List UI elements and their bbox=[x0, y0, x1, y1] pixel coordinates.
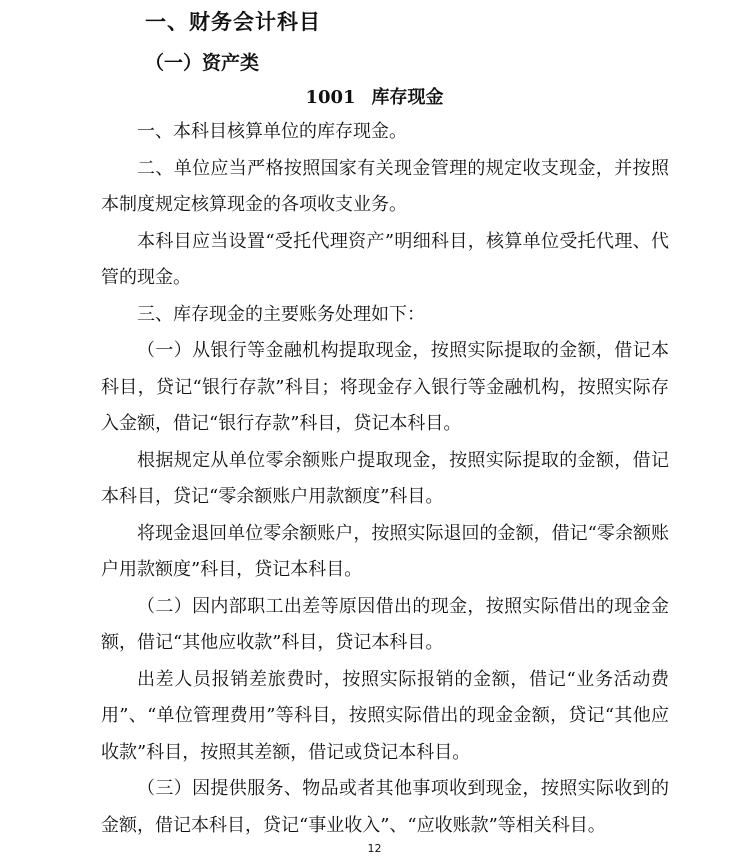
document-body bbox=[101, 114, 669, 844]
page-number: 12 bbox=[367, 842, 382, 855]
paragraph: 二、单位应当严格按照国家有关现金管理的规定收支现金，并按照本制度规定核算现金的各项收支业务。 bbox=[101, 157, 669, 215]
paragraph: 三、库存现金的主要账务处理如下： bbox=[137, 303, 425, 325]
paragraph: 将现金退回单位零余额账户，按照实际退回的金额，借记“零余额账户用款额度”科目，贷记本科目。 bbox=[101, 522, 669, 580]
paragraph: （二）因内部职工出差等原因借出的现金，按照实际借出的现金金额，借记“其他应收款”科目，贷记本科目。 bbox=[101, 595, 669, 653]
paragraph: （三）因提供服务、物品或者其他事项收到现金，按照实际收到的金额，借记本科目，贷记“事业收入”、“应收账款”等相关科目。 bbox=[101, 778, 669, 836]
section-heading: 一、财务会计科目 bbox=[145, 10, 321, 34]
account-code: 1001 bbox=[305, 87, 356, 108]
subsection-heading: （一）资产类 bbox=[145, 52, 260, 74]
paragraph: 根据规定从单位零余额账户提取现金，按照实际提取的金额，借记本科目，贷记“零余额账户用款额度”科目。 bbox=[101, 449, 669, 507]
paragraph: （一）从银行等金融机构提取现金，按照实际提取的金额，借记本科目，贷记“银行存款”科目；将现金存入银行等金融机构，按照实际存入金额，借记“银行存款”科目，贷记本科目。 bbox=[101, 340, 669, 434]
account-title bbox=[0, 83, 749, 109]
paragraph: 本科目应当设置“受托代理资产”明细科目，核算单位受托代理、代管的现金。 bbox=[101, 230, 669, 288]
paragraph: 出差人员报销差旅费时，按照实际报销的金额，借记“业务活动费用”、“单位管理费用”等科目，按照实际借出的现金金额，贷记“其他应收款”科目，按照其差额，借记或贷记本科目。 bbox=[101, 668, 669, 763]
account-name: 库存现金 bbox=[371, 87, 444, 108]
paragraph: 一、本科目核算单位的库存现金。 bbox=[137, 121, 407, 142]
